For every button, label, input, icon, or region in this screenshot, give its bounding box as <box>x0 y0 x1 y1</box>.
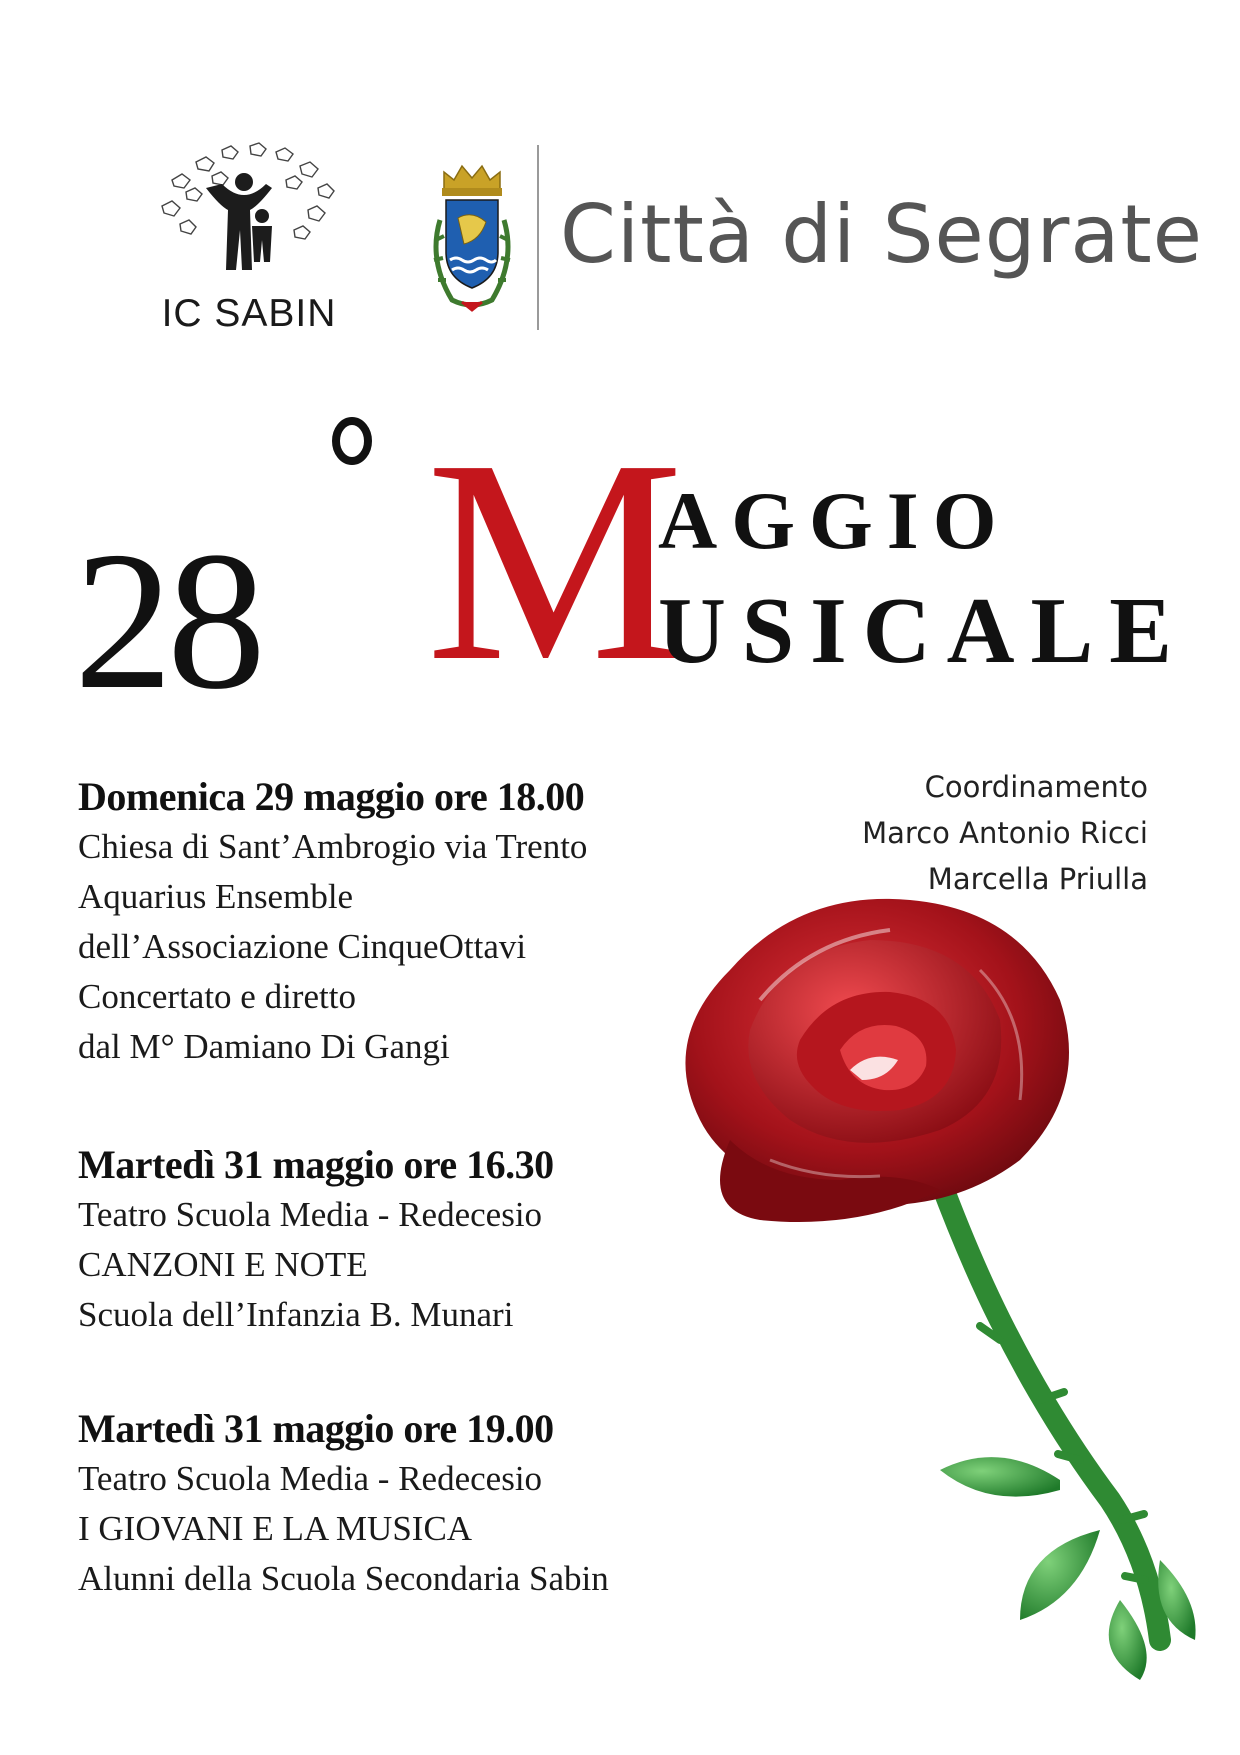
coordinator-name: Marco Antonio Ricci <box>862 816 1148 850</box>
ic-sabin-logo <box>118 140 380 336</box>
red-rose-icon <box>640 880 1200 1680</box>
event-heading: Martedì 31 maggio ore 19.00 <box>78 1406 554 1451</box>
event-line: CANZONI E NOTE <box>78 1245 368 1284</box>
event-line: Concertato e diretto <box>78 977 356 1016</box>
event-line: Teatro Scuola Media - Redecesio <box>78 1195 543 1234</box>
event-2 <box>78 1140 554 1340</box>
event-heading: Martedì 31 maggio ore 16.30 <box>78 1142 554 1187</box>
school-logo-text: IC SABIN <box>161 292 337 335</box>
event-3 <box>78 1404 609 1604</box>
event-line: Scuola dell’Infanzia B. Munari <box>78 1295 514 1334</box>
event-1 <box>78 772 587 1072</box>
degree-sign <box>330 415 374 465</box>
title-line-2: USICALE <box>658 579 1188 683</box>
title-initial: M <box>426 400 684 721</box>
title-line-1: AGGIO <box>658 475 1011 566</box>
event-line: Teatro Scuola Media - Redecesio <box>78 1459 543 1498</box>
event-line: Alunni della Scuola Secondaria Sabin <box>78 1559 609 1598</box>
edition-number: 28 <box>74 511 260 730</box>
crowned-shield-crest-icon <box>422 160 522 320</box>
header-divider <box>537 145 539 330</box>
event-heading: Domenica 29 maggio ore 18.00 <box>78 774 585 819</box>
event-line: dal M° Damiano Di Gangi <box>78 1027 450 1066</box>
coordination-label: Coordinamento <box>924 770 1148 804</box>
event-line: I GIOVANI E LA MUSICA <box>78 1509 473 1548</box>
tree-with-children-icon <box>152 140 347 290</box>
event-line: dell’Associazione CinqueOttavi <box>78 927 527 966</box>
coordinator-name: Marcella Priulla <box>927 862 1148 896</box>
event-line: Chiesa di Sant’Ambrogio via Trento <box>78 827 588 866</box>
city-name: Città di Segrate <box>560 188 1203 281</box>
event-line: Aquarius Ensemble <box>78 877 354 916</box>
city-crest <box>422 160 522 320</box>
